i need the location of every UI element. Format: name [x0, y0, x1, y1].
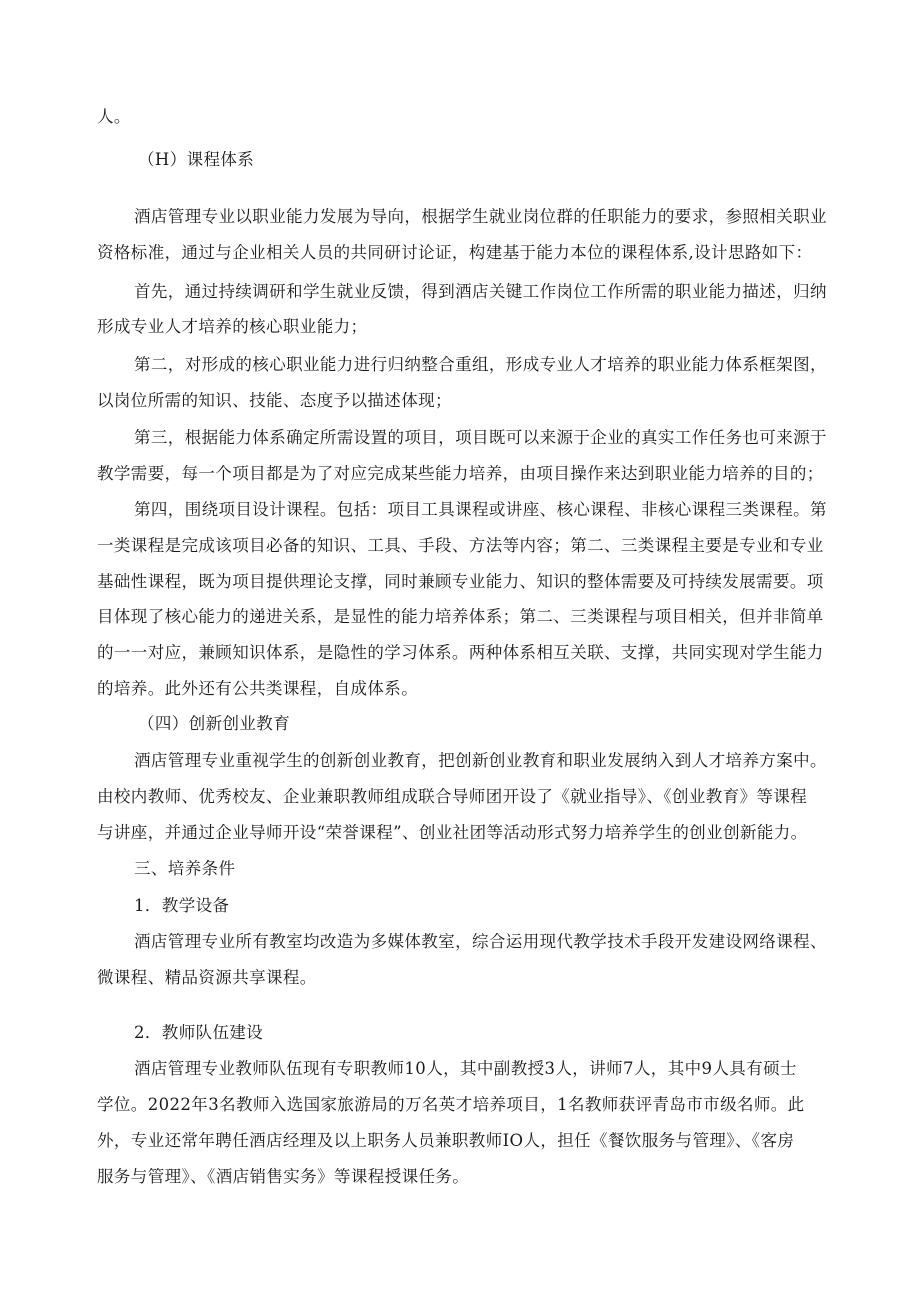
paragraph-line: 的一一对应，兼顾知识体系，是隐性的学习体系。两种体系相互关联、支撑，共同实现对学生能力 [97, 643, 824, 662]
section-heading: （H）课程体系 [138, 150, 255, 169]
section-heading: （四）创新创业教育 [138, 714, 291, 733]
paragraph-line: 首先，通过持续调研和学生就业反馈，得到酒店关键工作岗位工作所需的职业能力描述，归纳 [134, 282, 827, 301]
paragraph-line: 微课程、精品资源共享课程。 [97, 968, 317, 987]
paragraph-line: 第四，围绕项目设计课程。包括：项目工具课程或讲座、核心课程、非核心课程三类课程。第 [134, 500, 827, 519]
paragraph-line: 酒店管理专业教师队伍现有专职教师10人，其中副教授3人，讲师7人，其中9人具有硕士 [134, 1059, 797, 1078]
paragraph-line: 服务与管理》、《酒店销售实务》等课程授课任务。 [97, 1167, 470, 1186]
paragraph-line: 外，专业还常年聘任酒店经理及以上职务人员兼职教师IO人，担任《餐饮服务与管理》、《客房 [97, 1131, 795, 1150]
paragraph-line: 的培养。此外还有公共类课程，自成体系。 [97, 679, 419, 698]
paragraph-line: 基础性课程，既为项目提供理论支撑，同时兼顾专业能力、知识的整体需要及可持续发展需要。项 [97, 572, 824, 591]
paragraph-line: 一类课程是完成该项目必备的知识、工具、手段、方法等内容；第二、三类课程主要是专业和专业 [97, 536, 824, 555]
subsection-heading: 1．教学设备 [134, 896, 230, 915]
paragraph-line: 第三，根据能力体系确定所需设置的项目，项目既可以来源于企业的真实工作任务也可来源于 [134, 428, 827, 447]
paragraph-line: 目体现了核心能力的递进关系，是显性的能力培养体系；第二、三类课程与项目相关，但并非简单 [97, 607, 824, 626]
paragraph-line: 酒店管理专业以职业能力发展为导向，根据学生就业岗位群的任职能力的要求，参照相关职业 [134, 207, 827, 226]
paragraph-line: 以岗位所需的知识、技能、态度予以描述体现； [97, 391, 452, 410]
section-heading: 三、培养条件 [134, 859, 236, 878]
paragraph-line: 第二，对形成的核心职业能力进行归纳整合重组，形成专业人才培养的职业能力体系框架图， [134, 355, 827, 374]
subsection-heading: 2．教师队伍建设 [134, 1023, 264, 1042]
paragraph-line: 教学需要，每一个项目都是为了对应完成某些能力培养，由项目操作来达到职业能力培养的目的； [97, 464, 824, 483]
paragraph-line: 酒店管理专业所有教室均改造为多媒体教室，综合运用现代教学技术手段开发建设网络课程、 [134, 932, 827, 951]
paragraph-line: 形成专业人才培养的核心职业能力； [97, 317, 368, 336]
paragraph-line: 酒店管理专业重视学生的创新创业教育，把创新创业教育和职业发展纳入到人才培养方案中。 [134, 751, 827, 770]
paragraph-line: 学位。2022年3名教师入选国家旅游局的万名英才培养项目，1名教师获评青岛市市级名师。此 [97, 1095, 805, 1114]
paragraph-line: 资格标准，通过与企业相关人员的共同研讨论证，构建基于能力本位的课程体系,设计思路如下： [97, 243, 813, 262]
paragraph-line: 与讲座，并通过企业导师开设“荣誉课程”、创业社团等活动形式努力培养学生的创业创新能力。 [97, 823, 808, 842]
paragraph-line: 由校内教师、优秀校友、企业兼职教师组成联合导师团开设了《就业指导》、《创业教育》等课程 [97, 787, 808, 806]
text-line: 人。 [97, 107, 131, 126]
